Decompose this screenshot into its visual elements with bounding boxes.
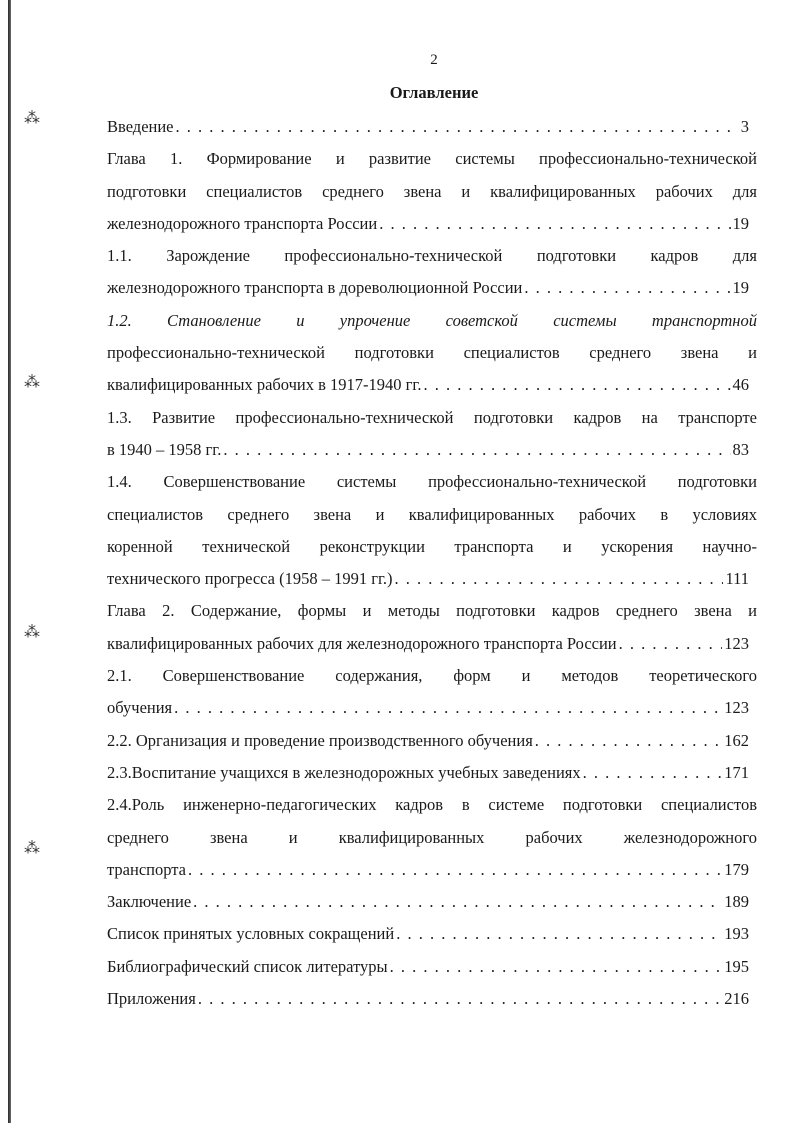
entry-page: 83 (732, 439, 749, 459)
entry-text: железнодорожного транспорта России (107, 213, 378, 233)
toc-entry-section-1-1[interactable] (107, 240, 757, 305)
entry-text: 1.2. Становление и упрочение советской системы транспортной (107, 310, 757, 330)
entry-page: 162 (724, 730, 749, 750)
leader-dots (188, 854, 722, 886)
leader-dots (619, 628, 723, 660)
entry-page: 111 (725, 569, 749, 589)
toc-entry-chapter-2[interactable] (107, 595, 757, 660)
punch-mark: ⁂ (24, 838, 40, 857)
toc-entry-bibliography[interactable] (107, 951, 757, 983)
leader-dots (176, 111, 739, 143)
toc-entry-conclusion[interactable] (107, 886, 757, 918)
entry-text: квалифицированных рабочих в 1917-1940 гг. (107, 375, 422, 395)
leader-dots (396, 918, 722, 950)
table-of-contents (107, 111, 757, 1015)
leader-dots (390, 951, 723, 983)
entry-page: 123 (724, 698, 749, 718)
punch-mark: ⁂ (24, 372, 40, 391)
entry-text: подготовки специалистов среднего звена и квалифицированных рабочих для (107, 181, 757, 201)
leader-dots (198, 983, 722, 1015)
entry-page: 189 (724, 892, 749, 912)
entry-page: 46 (732, 375, 749, 395)
leader-dots (423, 369, 730, 401)
entry-text: Приложения (107, 989, 196, 1009)
toc-entry-section-2-2[interactable] (107, 725, 757, 757)
toc-entry-section-2-4[interactable] (107, 789, 757, 886)
entry-page: 216 (724, 989, 749, 1009)
toc-entry-section-1-3[interactable] (107, 402, 757, 467)
entry-text: технического прогресса (1958 – 1991 гг.) (107, 569, 393, 589)
entry-text: Заключение (107, 892, 192, 912)
leader-dots (223, 434, 730, 466)
entry-text: Глава 1. Формирование и развитие системы профессионально-технической (107, 149, 757, 169)
entry-text: 2.2. Организация и проведение производственного обучения (107, 730, 533, 750)
leader-dots (193, 886, 722, 918)
entry-page: 195 (724, 956, 749, 976)
entry-text: профессионально-технической подготовки специалистов среднего звена и (107, 343, 757, 363)
entry-text: транспорта (107, 859, 186, 879)
leader-dots (535, 725, 722, 757)
entry-text: Библиографический список литературы (107, 956, 388, 976)
toc-entry-chapter-1[interactable] (107, 143, 757, 240)
entry-text: 2.3.Воспитание учащихся в железнодорожных учебных заведениях (107, 762, 581, 782)
toc-entry-section-2-1[interactable] (107, 660, 757, 725)
punch-mark: ⁂ (24, 622, 40, 641)
toc-title: Оглавление (389, 83, 479, 102)
scan-edge (8, 0, 11, 1123)
entry-text: Глава 2. Содержание, формы и методы подготовки кадров среднего звена и (107, 601, 757, 621)
entry-text: 2.1. Совершенствование содержания, форм и методов теоретического (107, 666, 757, 686)
entry-page: 179 (724, 859, 749, 879)
entry-text: железнодорожного транспорта в дореволюционной России (107, 278, 523, 298)
entry-text: Введение (107, 117, 174, 136)
entry-text: 1.1. Зарождение профессионально-технической подготовки кадров для (107, 246, 757, 266)
toc-entry-abbreviations[interactable] (107, 918, 757, 950)
entry-page: 19 (732, 213, 749, 233)
entry-text: среднего звена и квалифицированных рабочих железнодорожного (107, 827, 757, 847)
leader-dots (583, 757, 723, 789)
entry-text: квалифицированных рабочих для железнодорожного транспорта России (107, 633, 617, 653)
entry-text: 1.3. Развитие профессионально-технической подготовки кадров на транспорте (107, 407, 757, 427)
punch-mark: ⁂ (24, 108, 40, 127)
entry-page: 3 (740, 117, 749, 136)
toc-entry-section-1-2[interactable] (107, 305, 757, 402)
entry-text: обучения (107, 698, 173, 718)
toc-entry-section-1-4[interactable] (107, 466, 757, 595)
leader-dots (174, 692, 722, 724)
entry-text: 2.4.Роль инженерно-педагогических кадров в системе подготовки специалистов (107, 795, 757, 815)
leader-dots (379, 208, 730, 240)
entry-text: Список принятых условных сокращений (107, 924, 395, 944)
entry-page: 123 (724, 633, 749, 653)
entry-page: 19 (732, 278, 749, 298)
entry-text: коренной технической реконструкции транспорта и ускорения научно- (107, 536, 757, 556)
leader-dots (524, 272, 730, 304)
toc-entry-introduction[interactable] (107, 111, 757, 143)
entry-page: 171 (724, 762, 749, 782)
page-number: 2 (430, 52, 438, 68)
entry-page: 193 (724, 924, 749, 944)
entry-text: 1.4. Совершенствование системы профессионально-технической подготовки (107, 472, 757, 492)
entry-text: специалистов среднего звена и квалифицированных рабочих в условиях (107, 504, 757, 524)
leader-dots (395, 563, 724, 595)
toc-entry-section-2-3[interactable] (107, 757, 757, 789)
entry-text: в 1940 – 1958 гг. (107, 439, 222, 459)
toc-entry-appendices[interactable] (107, 983, 757, 1015)
